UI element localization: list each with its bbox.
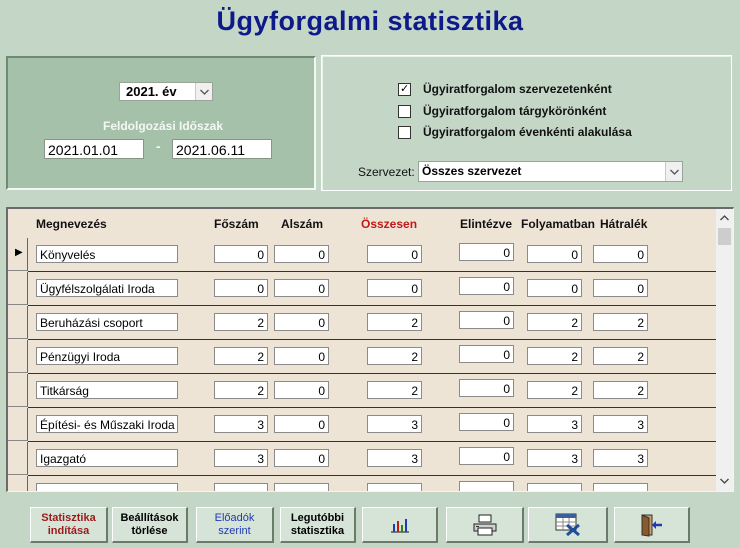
chevron-down-icon[interactable] (665, 162, 682, 181)
row-selector[interactable] (8, 476, 28, 492)
option-by-org[interactable] (398, 81, 612, 97)
row-divider (28, 271, 716, 272)
cell-osszesen[interactable]: 3 (367, 415, 422, 433)
cell-folyamatban[interactable]: 2 (527, 313, 582, 331)
chevron-down-icon[interactable] (195, 83, 212, 100)
cell-alszam[interactable]: 0 (274, 245, 329, 263)
cell-name[interactable]: Építési- és Műszaki Iroda (36, 415, 178, 433)
cell-foszam[interactable]: 2 (214, 347, 268, 365)
cell-folyamatban[interactable]: 3 (527, 449, 582, 467)
date-separator: - (156, 138, 161, 154)
row-divider (28, 407, 716, 408)
cell-elintezve[interactable]: 0 (459, 447, 514, 465)
row-selector[interactable] (8, 374, 28, 407)
row-divider (28, 305, 716, 306)
cell-osszesen[interactable]: 0 (367, 245, 422, 263)
latest-statistics-label: Legutóbbi statisztika (290, 511, 345, 537)
row-selector[interactable] (8, 408, 28, 441)
cell-partial[interactable] (593, 483, 648, 492)
clear-settings-label: Beállítások törlése (120, 511, 179, 537)
cell-elintezve[interactable]: 0 (459, 243, 514, 261)
date-from-input[interactable]: 2021.01.01 (44, 139, 144, 159)
cell-hatralek[interactable]: 3 (593, 449, 648, 467)
row-selector[interactable] (8, 238, 28, 271)
checkbox-by-year[interactable] (398, 126, 411, 139)
option-by-topic[interactable] (398, 103, 606, 119)
year-value: 2021. év (126, 84, 177, 99)
row-selector[interactable] (8, 306, 28, 339)
cell-name[interactable]: Titkárság (36, 381, 178, 399)
cell-alszam[interactable]: 0 (274, 347, 329, 365)
cell-name[interactable]: Könyvelés (36, 245, 178, 263)
latest-statistics-button[interactable] (280, 507, 356, 543)
date-to-input[interactable]: 2021.06.11 (172, 139, 272, 159)
cell-folyamatban[interactable]: 0 (527, 245, 582, 263)
column-header-elintezve: Elintézve (460, 217, 513, 231)
cell-osszesen[interactable]: 2 (367, 381, 422, 399)
period-label: Feldolgozási Időszak (102, 119, 224, 133)
column-header-folyamatban: Folyamatban (521, 217, 596, 231)
column-header-osszesen: Összesen (361, 217, 418, 231)
export-button[interactable] (528, 507, 608, 543)
cell-osszesen[interactable]: 0 (367, 279, 422, 297)
org-value: Összes szervezet (422, 164, 522, 178)
column-header-hatralek: Hátralék (600, 217, 648, 231)
cell-name[interactable]: Igazgató (36, 449, 178, 467)
cell-foszam[interactable]: 2 (214, 313, 268, 331)
cell-foszam[interactable]: 0 (214, 245, 268, 263)
cell-foszam[interactable]: 2 (214, 381, 268, 399)
cell-partial[interactable] (459, 481, 514, 492)
vertical-scrollbar[interactable] (716, 209, 733, 492)
cell-foszam[interactable]: 0 (214, 279, 268, 297)
start-statistics-label: Statisztika indítása (41, 511, 96, 537)
cell-foszam[interactable]: 3 (214, 415, 268, 433)
option-by-year[interactable] (398, 124, 632, 140)
cell-partial[interactable] (214, 483, 268, 492)
cell-elintezve[interactable]: 0 (459, 345, 514, 363)
cell-alszam[interactable]: 0 (274, 381, 329, 399)
cell-partial[interactable] (274, 483, 329, 492)
bar-chart-icon (389, 516, 411, 534)
cell-alszam[interactable]: 0 (274, 449, 329, 467)
checkbox-by-topic[interactable] (398, 105, 411, 118)
cell-alszam[interactable]: 0 (274, 415, 329, 433)
cell-osszesen[interactable]: 3 (367, 449, 422, 467)
cell-hatralek[interactable]: 3 (593, 415, 648, 433)
cell-elintezve[interactable]: 0 (459, 413, 514, 431)
export-excel-icon (553, 512, 583, 538)
by-speaker-label: Előadók szerint (214, 511, 255, 537)
row-divider (28, 339, 716, 340)
start-statistics-button[interactable] (30, 507, 108, 543)
column-header-name: Megnevezés (36, 217, 107, 231)
options-panel (321, 55, 732, 191)
check-icon: ✓ (400, 82, 410, 95)
cell-hatralek[interactable]: 2 (593, 381, 648, 399)
scroll-down-icon[interactable] (716, 472, 733, 489)
exit-door-icon (639, 513, 665, 537)
statistics-table (6, 207, 734, 492)
cell-elintezve[interactable]: 0 (459, 277, 514, 295)
page-title: Ügyforgalmi statisztika (216, 6, 524, 36)
cell-name[interactable]: Pénzügyi Iroda (36, 347, 178, 365)
clear-settings-button[interactable] (112, 507, 188, 543)
column-header-alszam: Alszám (281, 217, 324, 231)
exit-button[interactable] (614, 507, 690, 543)
cell-partial[interactable] (36, 483, 178, 492)
cell-osszesen[interactable]: 2 (367, 313, 422, 331)
scroll-thumb[interactable] (718, 228, 731, 245)
year-select[interactable] (119, 82, 213, 101)
option-label: Ügyiratforgalom szervezetenként (423, 82, 612, 96)
row-selector[interactable] (8, 340, 28, 373)
cell-elintezve[interactable]: 0 (459, 311, 514, 329)
row-divider (28, 373, 716, 374)
cell-partial[interactable] (527, 483, 582, 492)
row-divider (28, 475, 716, 476)
checkbox-by-org[interactable] (398, 83, 411, 96)
current-row-icon: ▶ (15, 247, 23, 258)
option-label: Ügyiratforgalom tárgykörönként (423, 104, 607, 118)
cell-alszam[interactable]: 0 (274, 313, 329, 331)
row-selector[interactable] (8, 272, 28, 305)
chart-button[interactable] (362, 507, 438, 543)
row-selector[interactable] (8, 442, 28, 475)
print-button[interactable] (446, 507, 524, 543)
printer-icon (472, 514, 498, 536)
cell-osszesen[interactable]: 2 (367, 347, 422, 365)
column-header-foszam: Főszám (214, 217, 259, 231)
period-panel (6, 56, 316, 190)
org-label: Szervezet: (358, 165, 415, 179)
cell-foszam[interactable]: 3 (214, 449, 268, 467)
cell-name[interactable]: Beruházási csoport (36, 313, 178, 331)
by-speaker-button[interactable] (196, 507, 274, 543)
cell-hatralek[interactable]: 0 (593, 245, 648, 263)
cell-folyamatban[interactable]: 0 (527, 279, 582, 297)
cell-partial[interactable] (367, 483, 422, 492)
cell-folyamatban[interactable]: 2 (527, 381, 582, 399)
scroll-up-icon[interactable] (716, 209, 733, 226)
option-label: Ügyiratforgalom évenkénti alakulása (423, 125, 632, 139)
cell-name[interactable]: Ügyfélszolgálati Iroda (36, 279, 178, 297)
org-select[interactable] (418, 161, 683, 182)
cell-hatralek[interactable]: 2 (593, 347, 648, 365)
cell-elintezve[interactable]: 0 (459, 379, 514, 397)
cell-folyamatban[interactable]: 3 (527, 415, 582, 433)
cell-folyamatban[interactable]: 2 (527, 347, 582, 365)
cell-hatralek[interactable]: 2 (593, 313, 648, 331)
row-divider (28, 441, 716, 442)
cell-alszam[interactable]: 0 (274, 279, 329, 297)
cell-hatralek[interactable]: 0 (593, 279, 648, 297)
